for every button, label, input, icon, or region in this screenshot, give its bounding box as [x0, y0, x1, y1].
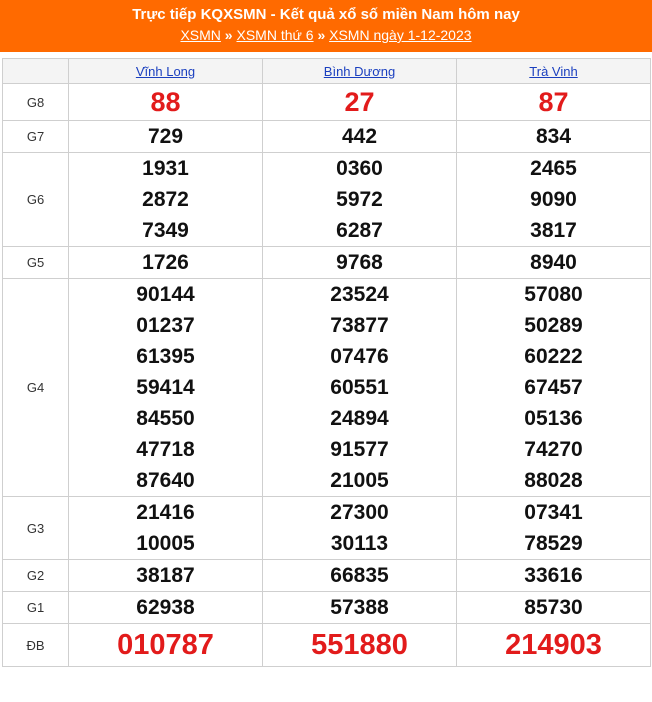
prize-number: 50289 — [524, 314, 583, 337]
breadcrumb-xsmn[interactable]: XSMN — [180, 27, 221, 43]
prize-cell — [263, 121, 457, 153]
prize-cell — [69, 497, 263, 560]
prize-cell — [69, 560, 263, 592]
prize-number: 07341 — [524, 501, 583, 524]
prize-number: 60551 — [330, 376, 389, 399]
prize-number: 87 — [538, 87, 569, 117]
prize-number: 60222 — [524, 345, 583, 368]
prize-label: G8 — [3, 84, 69, 121]
prize-number: 551880 — [311, 629, 408, 661]
breadcrumb-separator: » — [224, 27, 233, 43]
prize-cell — [263, 279, 457, 497]
prize-row-g6 — [3, 153, 651, 247]
prize-number: 61395 — [136, 345, 195, 368]
breadcrumb — [0, 25, 652, 45]
prize-number: 59414 — [136, 376, 195, 399]
province-link-binh-duong[interactable]: Bình Dương — [323, 63, 396, 79]
prize-number: 57388 — [330, 596, 389, 619]
prize-cell — [69, 153, 263, 247]
prize-cell — [69, 592, 263, 624]
prize-cell — [263, 497, 457, 560]
page-title: Trực tiếp KQXSMN - Kết quả xổ số miền Nam hôm nay — [132, 6, 520, 23]
prize-cell — [457, 279, 651, 497]
prize-number: 9768 — [336, 251, 383, 274]
prize-number: 27300 — [330, 501, 389, 524]
prize-number: 73877 — [330, 314, 389, 337]
province-header — [69, 59, 263, 84]
prize-row-g3 — [3, 497, 651, 560]
prize-number: 78529 — [524, 532, 583, 555]
prize-label: ĐB — [3, 624, 69, 667]
prize-row-g4 — [3, 279, 651, 497]
header-blank-cell — [3, 59, 69, 84]
prize-number: 5972 — [336, 188, 383, 211]
prize-cell — [457, 624, 651, 667]
prize-label: G6 — [3, 153, 69, 247]
prize-label: G1 — [3, 592, 69, 624]
prize-number: 24894 — [330, 407, 389, 430]
province-header — [263, 59, 457, 84]
prize-cell — [457, 153, 651, 247]
prize-number: 05136 — [524, 407, 583, 430]
prize-number: 21005 — [330, 469, 389, 492]
prize-cell — [69, 121, 263, 153]
prize-number: 88 — [150, 87, 181, 117]
prize-number: 33616 — [524, 564, 583, 587]
prize-row-g1 — [3, 592, 651, 624]
prize-number: 74270 — [524, 438, 583, 461]
prize-number: 10005 — [136, 532, 195, 555]
prize-cell — [263, 247, 457, 279]
prize-cell — [263, 592, 457, 624]
prize-number: 87640 — [136, 469, 195, 492]
prize-number: 0360 — [336, 157, 383, 180]
province-link-vinh-long[interactable]: Vĩnh Long — [135, 63, 196, 79]
prize-number: 7349 — [142, 219, 189, 242]
prize-row-g7 — [3, 121, 651, 153]
prize-number: 84550 — [136, 407, 195, 430]
table-header-row — [3, 59, 651, 84]
page-header — [0, 0, 652, 52]
prize-number: 21416 — [136, 501, 195, 524]
prize-number: 90144 — [136, 283, 195, 306]
prize-number: 62938 — [136, 596, 195, 619]
prize-number: 2465 — [530, 157, 577, 180]
province-link-tra-vinh[interactable]: Trà Vinh — [529, 63, 578, 79]
prize-number: 27 — [344, 87, 375, 117]
prize-cell — [457, 592, 651, 624]
prize-number: 88028 — [524, 469, 583, 492]
breadcrumb-separator: » — [317, 27, 326, 43]
prize-cell — [457, 247, 651, 279]
prize-cell — [69, 279, 263, 497]
prize-number: 01237 — [136, 314, 195, 337]
prize-label: G2 — [3, 560, 69, 592]
prize-number: 85730 — [524, 596, 583, 619]
prize-number: 2872 — [142, 188, 189, 211]
prize-cell — [457, 560, 651, 592]
prize-label: G5 — [3, 247, 69, 279]
prize-number: 442 — [341, 125, 378, 148]
prize-cell — [457, 84, 651, 121]
breadcrumb-xsmn-date[interactable]: XSMN ngày 1-12-2023 — [329, 27, 472, 43]
prize-number: 38187 — [136, 564, 195, 587]
prize-number: 1931 — [142, 157, 189, 180]
prize-cell — [69, 247, 263, 279]
prize-cell — [457, 497, 651, 560]
prize-number: 07476 — [330, 345, 389, 368]
prize-number: 010787 — [117, 629, 214, 661]
prize-cell — [263, 560, 457, 592]
prize-number: 57080 — [524, 283, 583, 306]
province-header — [457, 59, 651, 84]
prize-number: 834 — [535, 125, 572, 148]
prize-number: 23524 — [330, 283, 389, 306]
prize-number: 67457 — [524, 376, 583, 399]
prize-row-g2 — [3, 560, 651, 592]
prize-number: 1726 — [142, 251, 189, 274]
prize-row-g8 — [3, 84, 651, 121]
prize-label: G3 — [3, 497, 69, 560]
prize-number: 214903 — [505, 629, 602, 661]
prize-row-đb — [3, 624, 651, 667]
prize-cell — [457, 121, 651, 153]
prize-cell — [263, 153, 457, 247]
prize-number: 91577 — [330, 438, 389, 461]
prize-number: 30113 — [330, 532, 389, 555]
prize-cell — [263, 624, 457, 667]
prize-number: 47718 — [136, 438, 195, 461]
prize-number: 66835 — [330, 564, 389, 587]
prize-number: 3817 — [530, 219, 577, 242]
prize-row-g5 — [3, 247, 651, 279]
prize-cell — [69, 624, 263, 667]
prize-cell — [263, 84, 457, 121]
prize-number: 9090 — [530, 188, 577, 211]
prize-label: G7 — [3, 121, 69, 153]
prize-number: 6287 — [336, 219, 383, 242]
results-table — [2, 58, 651, 667]
breadcrumb-xsmn-friday[interactable]: XSMN thứ 6 — [236, 27, 314, 43]
prize-number: 729 — [147, 125, 184, 148]
prize-cell — [69, 84, 263, 121]
prize-number: 8940 — [530, 251, 577, 274]
prize-label: G4 — [3, 279, 69, 497]
